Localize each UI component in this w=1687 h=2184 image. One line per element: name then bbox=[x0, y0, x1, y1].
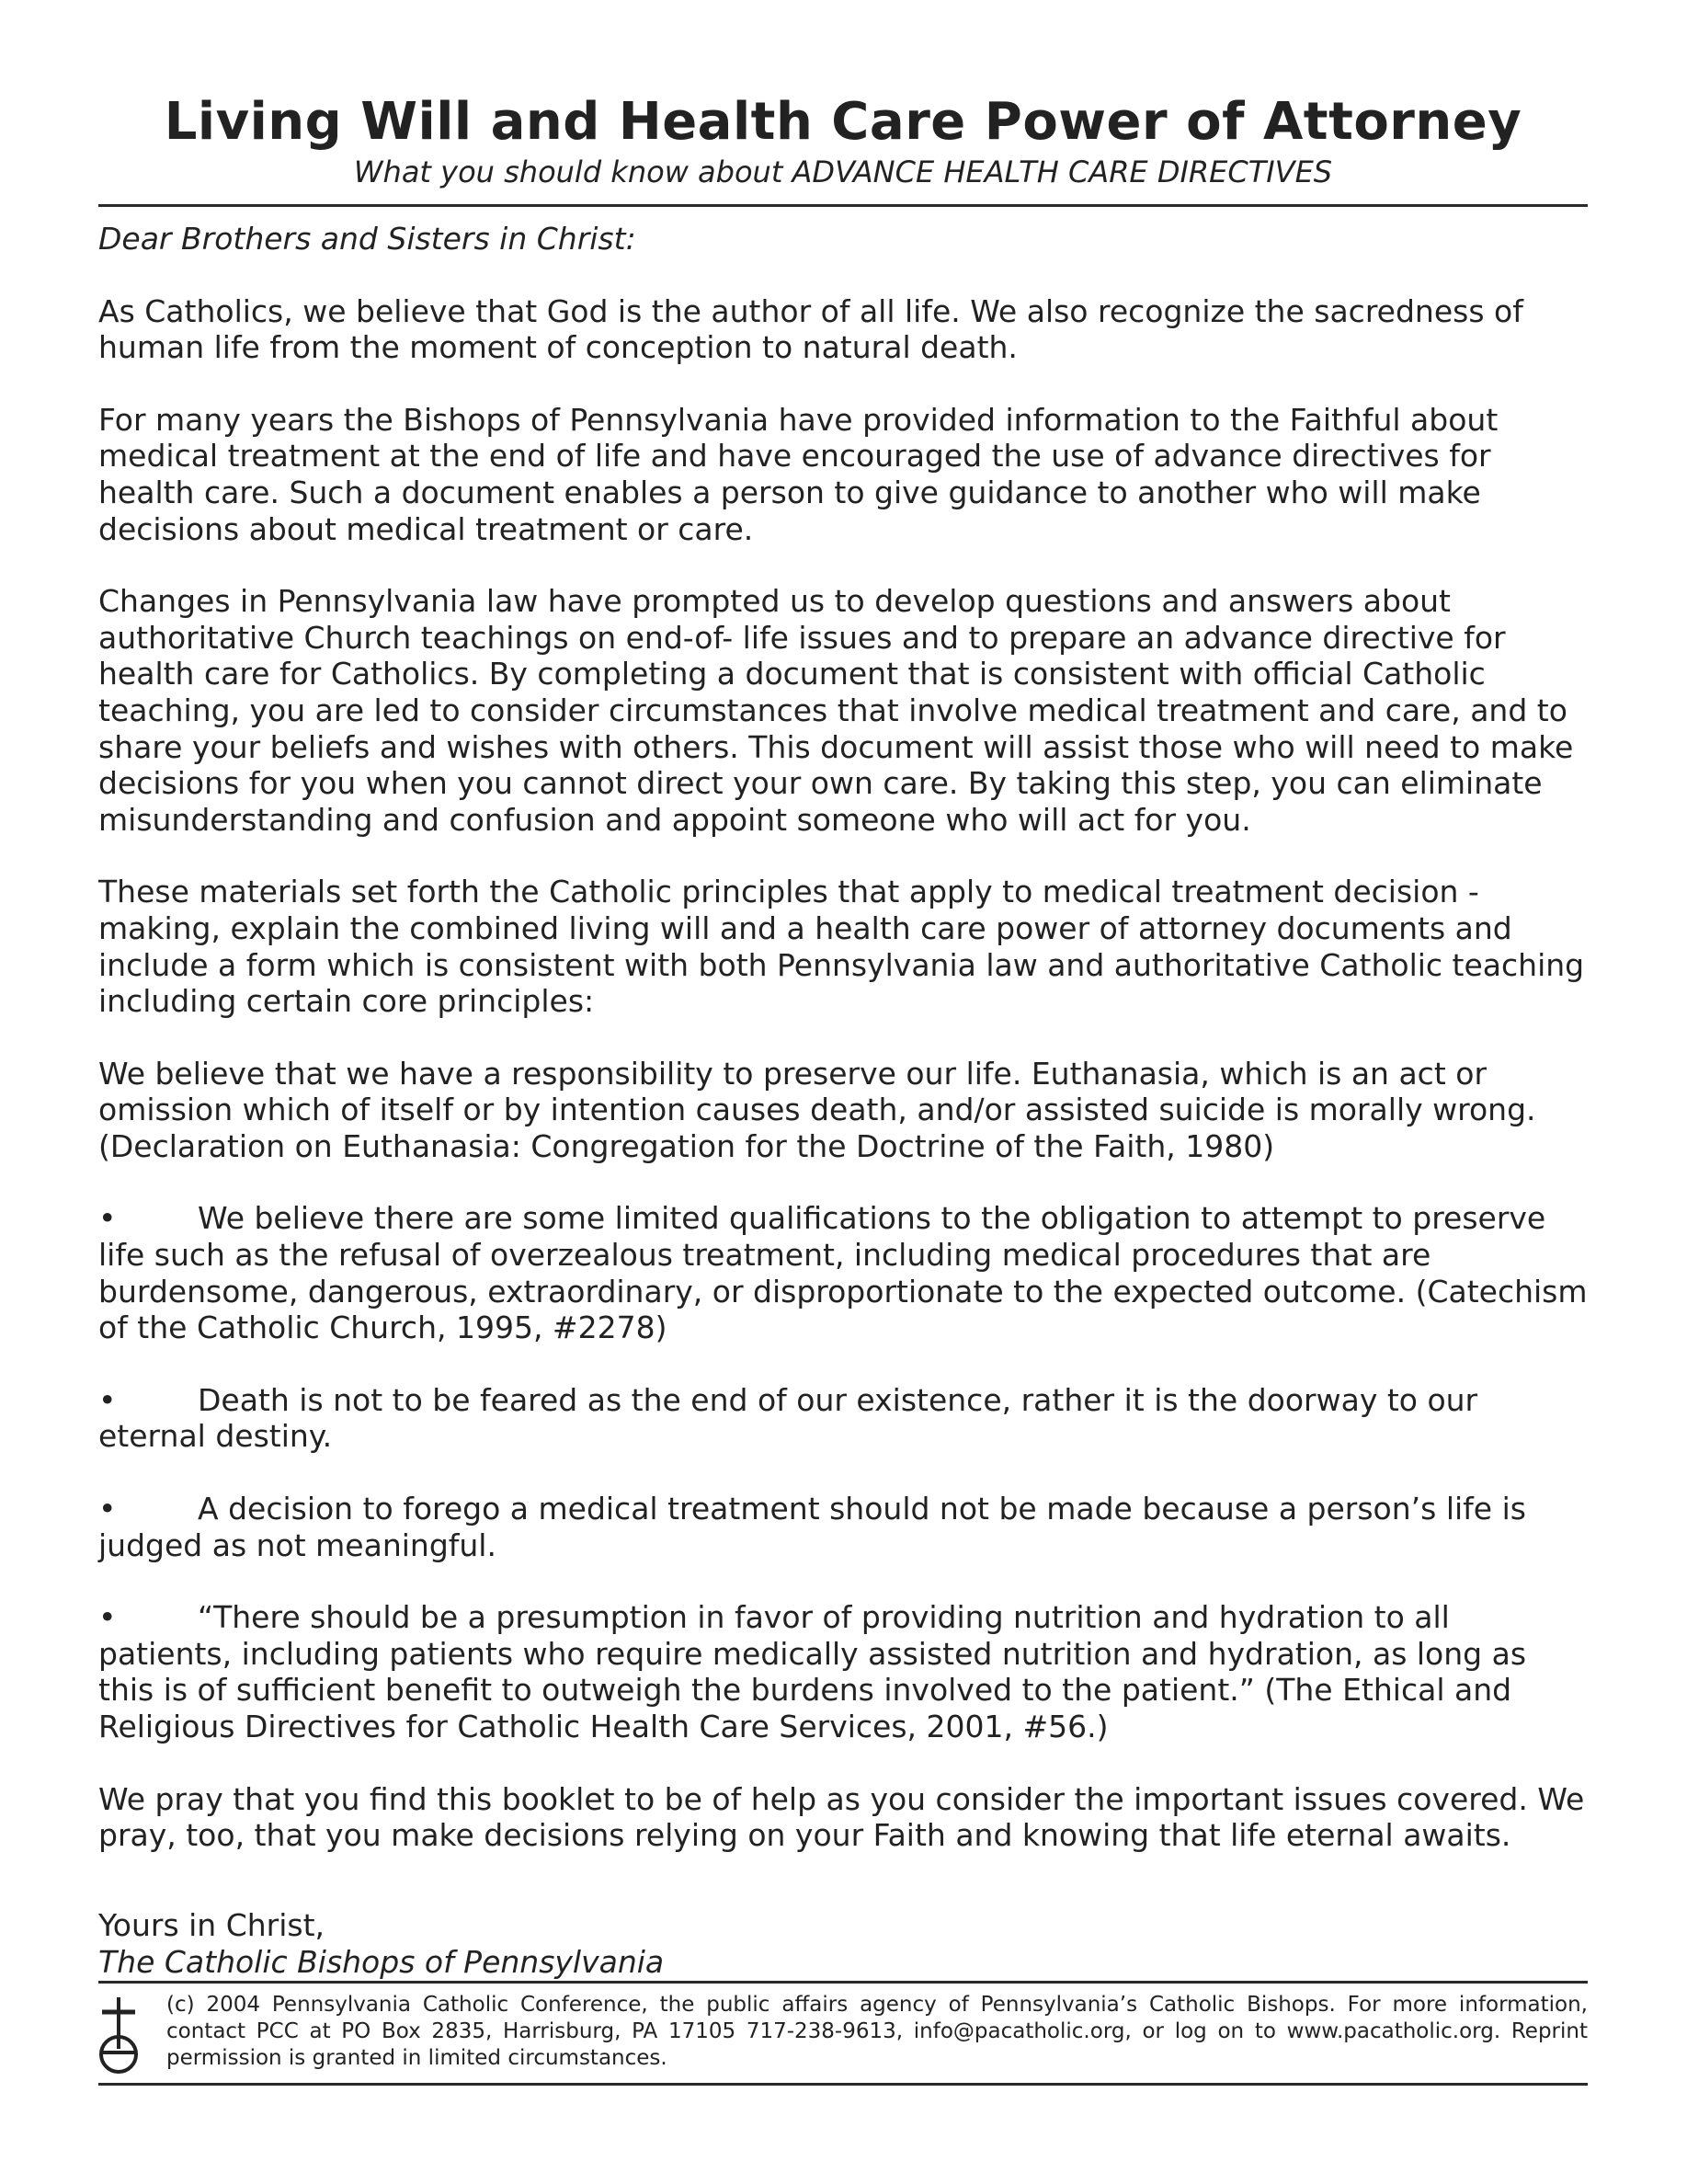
cross-orb-icon bbox=[98, 1995, 139, 2078]
closing-line: Yours in Christ, bbox=[98, 1907, 325, 1943]
bullet-text: “There should be a presumption in favor of providing nutrition and hydration to all patients, including patients who require medically assisted nutrition and hydration, as long as this is of sufficient benefit to outweigh the burdens involved to the patient.” (The Ethical and Religious Directives for Catholic Health Care Services, 2001, #56.) bbox=[98, 1599, 1527, 1744]
bullet-icon: • bbox=[98, 1200, 117, 1237]
footer bbox=[98, 1992, 1588, 2078]
bullet-text: We believe there are some limited qualifications to the obligation to attempt to preserve life such as the refusal of overzealous treatment, including medical procedures that are burdensome, dangerous, extraordinary, or disproportionate to the expected outcome. (Catechism of the Catholic Church, 1995, #2278) bbox=[98, 1200, 1588, 1346]
paragraph-law-changes: Changes in Pennsylvania law have prompted us to develop questions and answers about authoritative Church teachings on end-of- life issues and to prepare an advance directive for health care for Catholics. By completing a document that is consistent with official Catholic teaching, you are led to consider circumstances that involve medical treatment and care, and to share your beliefs and wishes with others. This document will assist those who will need to make decisions for you when you cannot direct your own care. By taking this step, you can eliminate misunderstanding and confusion and appoint someone who will act for you. bbox=[98, 583, 1574, 838]
bullet-text: A decision to forego a medical treatment should not be made because a person’s life is judged as not meaningful. bbox=[98, 1491, 1526, 1563]
bullet-icon: • bbox=[98, 1599, 117, 1636]
paragraph-intro: As Catholics, we believe that God is the author of all life. We also recognize the sacredness of human life from the moment of conception to natural death. bbox=[98, 292, 1523, 366]
footer-top-divider bbox=[98, 1981, 1588, 1984]
bullet-item bbox=[98, 1200, 1588, 1345]
bullet-text: Death is not to be feared as the end of our existence, rather it is the doorway to our eternal destiny. bbox=[98, 1381, 1478, 1455]
signature-block bbox=[98, 1907, 664, 1980]
paragraph-closing: We pray that you find this booklet to be of help as you consider the important issues covered. We pray, too, that you make decisions relying on your Faith and knowing that life eternal awaits. bbox=[98, 1780, 1585, 1854]
paragraph-responsibility: We believe that we have a responsibility to preserve our life. Euthanasia, which is an act or omission which of itself or by intention causes death, and/or assisted suicide is morally wrong. (Declaration on Euthanasia: Congregation for the Doctrine of the Faith, 1980) bbox=[98, 1055, 1536, 1164]
header-divider bbox=[98, 204, 1588, 207]
bullet-icon: • bbox=[98, 1381, 117, 1418]
letter-body bbox=[98, 221, 1588, 1890]
signer-name: The Catholic Bishops of Pennsylvania bbox=[98, 1943, 665, 1980]
salutation: Dear Brothers and Sisters in Christ: bbox=[98, 221, 636, 257]
paragraph-materials: These materials set forth the Catholic principles that apply to medical treatment decision - making, explain the combined living will and a health care power of attorney documents and include a form which is consistent with both Pennsylvania law and authoritative Catholic teaching including certain core principles: bbox=[98, 874, 1585, 1020]
bullet-item bbox=[98, 1382, 1588, 1455]
bullet-icon: • bbox=[98, 1491, 117, 1527]
copyright-notice: (c) 2004 Pennsylvania Catholic Conference, the public affairs agency of Pennsylvania’s Catholic Bishops. For more information, contact PCC at PO Box 2835, Harrisburg, PA 17105 717-238-9613, info@pacatholic.org, or log on to www.pacatholic.org. Reprint permission is granted in limited circumstances. bbox=[166, 1993, 1588, 2070]
page-title: Living Will and Health Care Power of Attorney bbox=[164, 92, 1522, 152]
footer-bottom-divider bbox=[98, 2083, 1588, 2086]
bullet-item bbox=[98, 1599, 1588, 1744]
paragraph-history: For many years the Bishops of Pennsylvania have provided information to the Faithful about medical treatment at the end of life and have encouraged the use of advance directives for health care. Such a document enables a person to give guidance to another who will make decisions about medical treatment or care. bbox=[98, 401, 1499, 547]
page-subtitle: What you should know about ADVANCE HEALTH CARE DIRECTIVES bbox=[353, 154, 1333, 189]
bullet-item bbox=[98, 1491, 1588, 1563]
